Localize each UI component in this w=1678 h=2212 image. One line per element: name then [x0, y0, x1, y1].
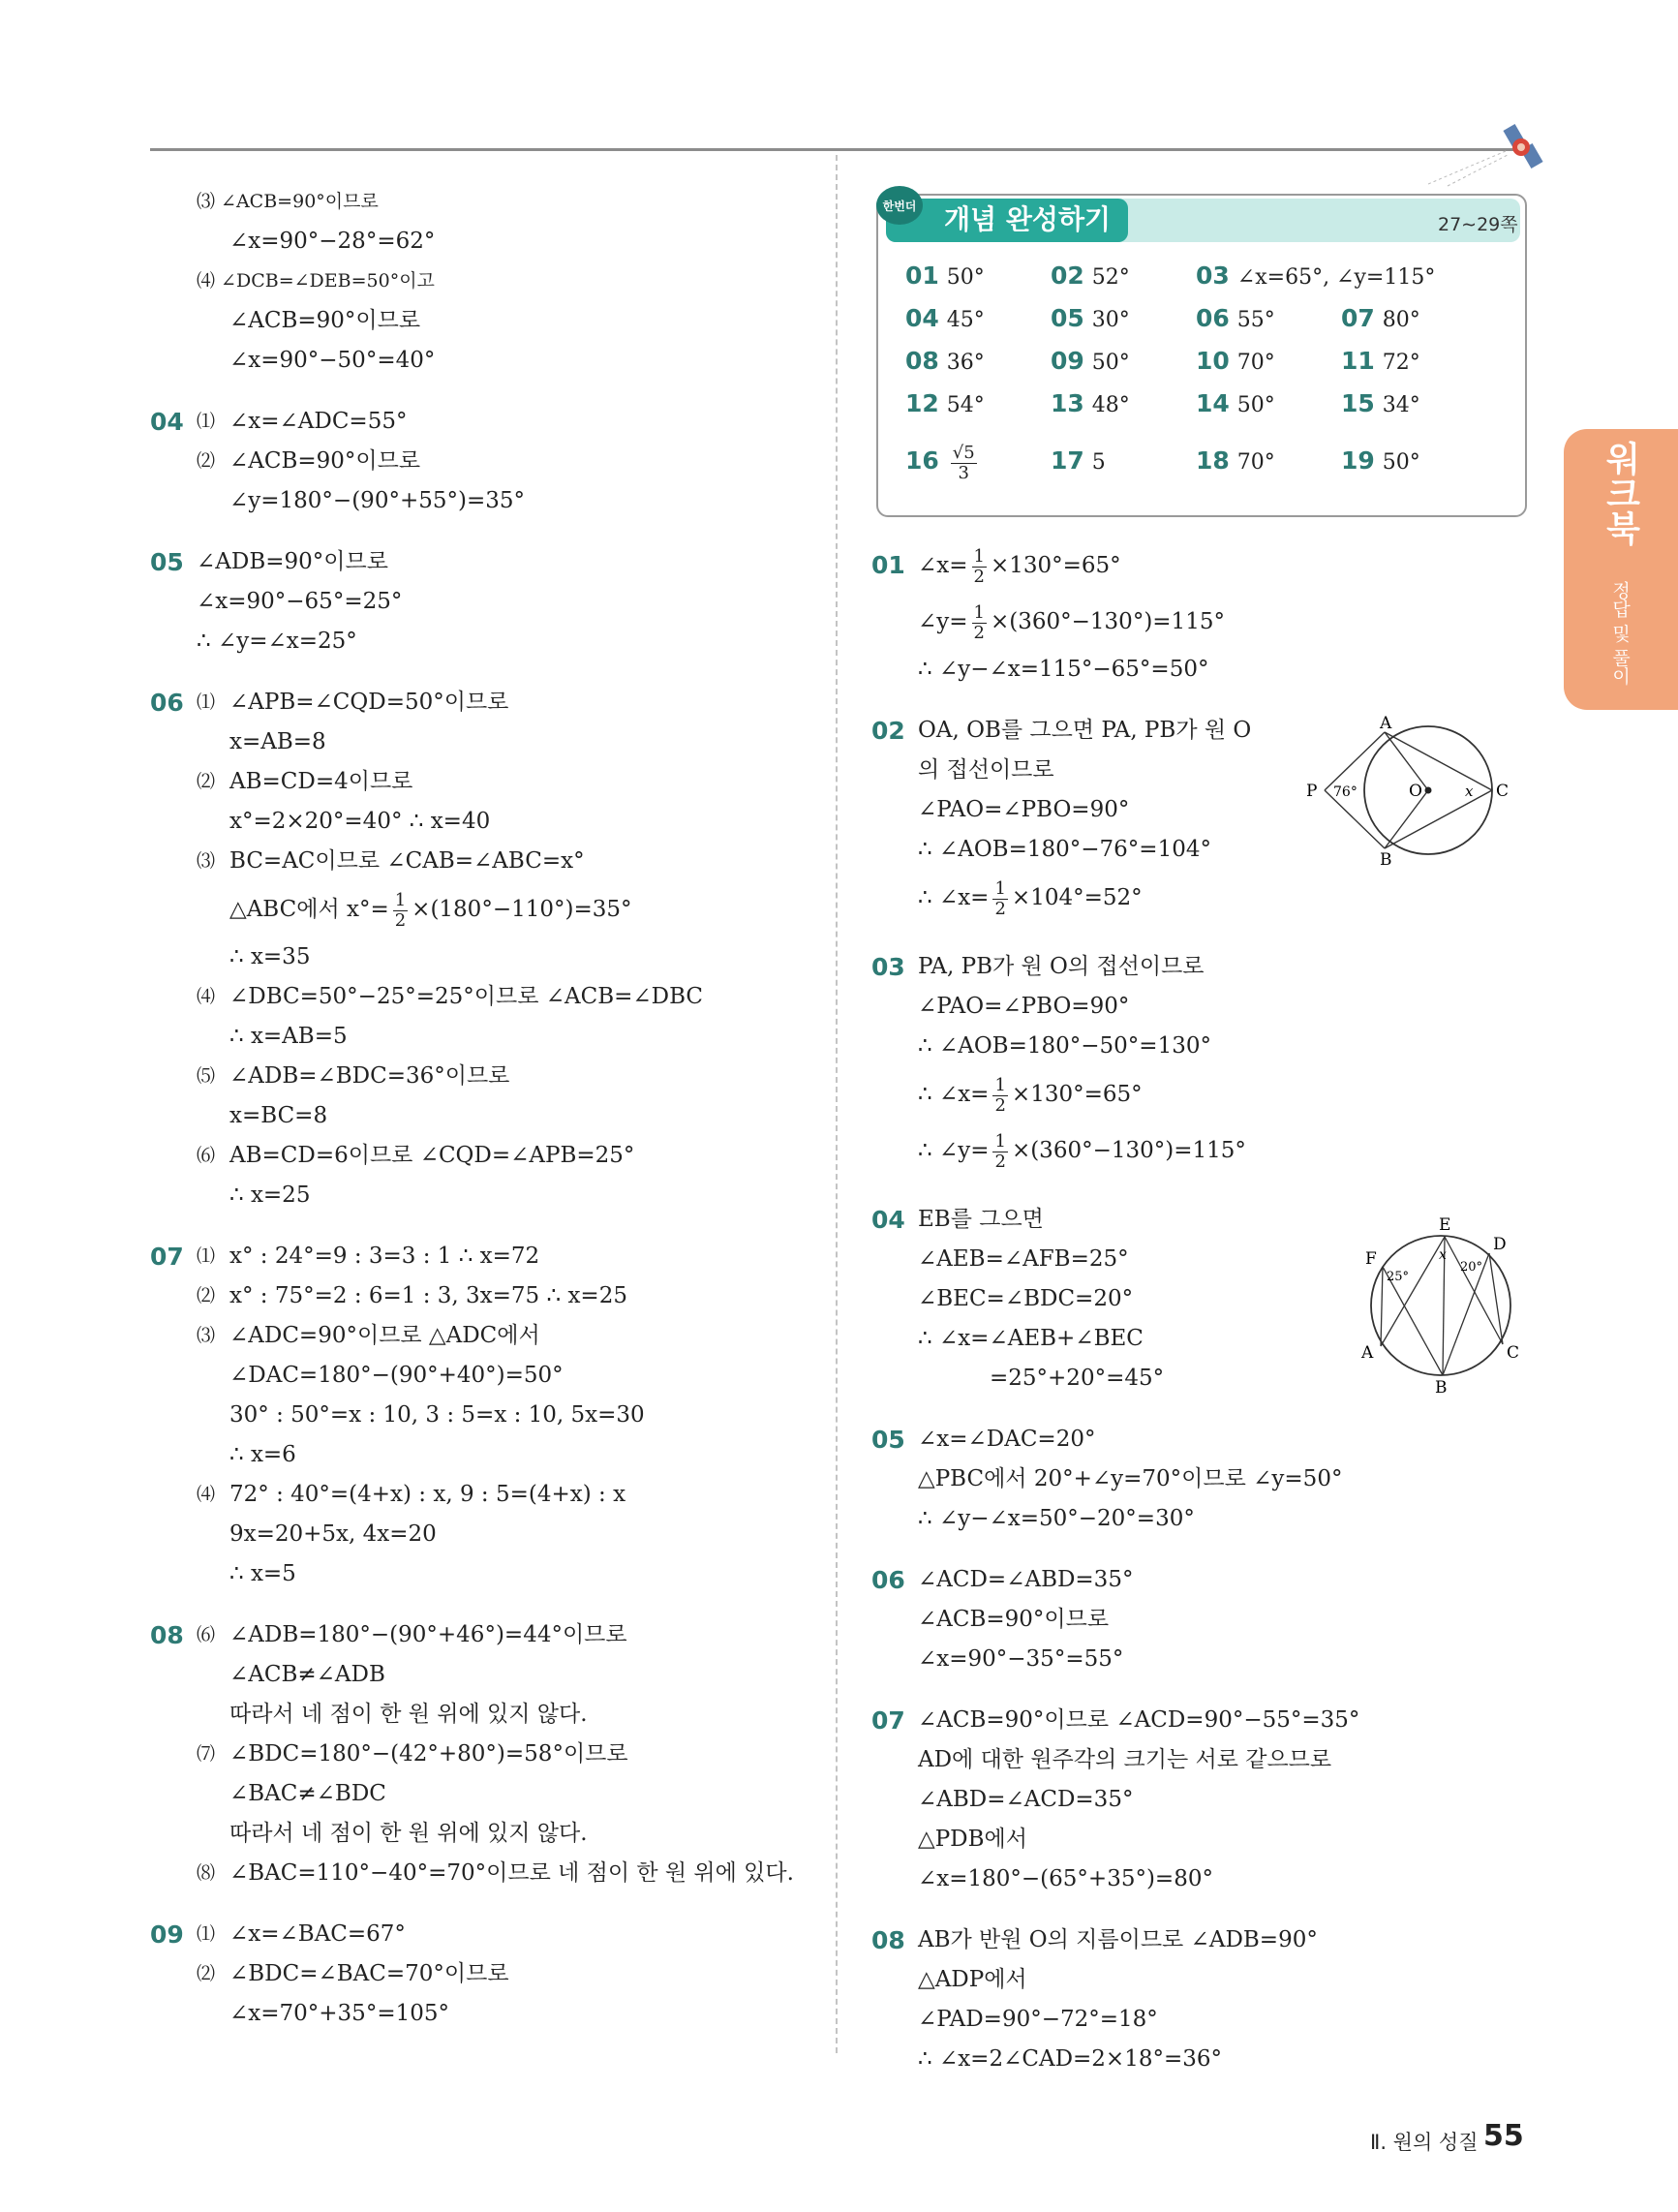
sub-tag: ⑶ [197, 850, 216, 872]
problem-number: 06 [150, 689, 184, 717]
line: 따라서 네 점이 한 원 위에 있지 않다. [229, 1702, 588, 1727]
fraction [992, 1132, 1007, 1172]
answer-item: 18 70° [1196, 446, 1275, 475]
sub-tag: ⑵ [197, 450, 216, 472]
line: ∠ACD=∠ABD=35° [918, 1567, 1134, 1592]
problem-number: 07 [871, 1706, 905, 1735]
line: ∠ACB=90°이므로 ∠ACD=90°−55°=35° [918, 1707, 1360, 1733]
answer-item: 07 80° [1341, 304, 1420, 332]
fraction [393, 891, 408, 931]
line: AB가 반원 O의 지름이므로 ∠ADB=90° [918, 1927, 1318, 1952]
answer-item: 10 70° [1196, 347, 1275, 375]
line: ∠ADB=180°−(90°+46°)=44°이므로 [229, 1622, 627, 1647]
line: ∠BDC=∠BAC=70°이므로 [229, 1961, 509, 1986]
fraction-top: 1 [973, 601, 985, 623]
answer-item: 12 54° [905, 389, 985, 417]
header-pages: 27∼29쪽 [1438, 214, 1518, 235]
fraction [972, 547, 987, 587]
line: ∠BDC=180°−(42°+80°)=58°이므로 [229, 1741, 628, 1767]
problem-number: 03 [871, 953, 905, 981]
answer-item: 04 45° [905, 304, 985, 332]
line: ∠ADB=∠BDC=36°이므로 [229, 1063, 510, 1089]
column-divider [836, 155, 838, 2053]
sub-tag: ⑵ [197, 1963, 216, 1984]
sub-tag: ⑹ [197, 1624, 216, 1645]
line: x=BC=8 [229, 1103, 328, 1128]
line: ×130°=65° [1011, 1082, 1143, 1107]
fraction-bottom: 2 [973, 566, 985, 587]
line: ∴ ∠y=∠x=25° [197, 629, 357, 654]
problem-number: 09 [150, 1920, 184, 1949]
line: AB=CD=6이므로 ∠CQD=∠APB=25° [229, 1143, 635, 1168]
line: ∠ADC=90°이므로 △ADC에서 [229, 1323, 540, 1348]
problem-number: 06 [871, 1566, 905, 1594]
sub-tag: ⑹ [197, 1145, 216, 1166]
line: ∠x=90°−28°=62° [229, 229, 436, 254]
line: ×104°=52° [1011, 885, 1143, 910]
line: ∠DAC=180°−(90°+40°)=50° [229, 1363, 564, 1388]
label-b: B [1435, 1378, 1448, 1395]
x-label: x [1439, 1247, 1447, 1263]
top-rule [150, 148, 1520, 151]
angle-label: 20° [1460, 1260, 1483, 1275]
problem-number: 02 [871, 717, 905, 745]
answer-grid [905, 261, 1515, 490]
sub-tag: ⑷ [197, 986, 216, 1007]
angle-label: 25° [1387, 1270, 1410, 1284]
fraction-bottom: 2 [994, 898, 1006, 919]
answer-item: 16 $\frac{√5}{3}$ [905, 442, 975, 483]
line: ∠x=70°+35°=105° [229, 2001, 449, 2026]
line: ∠PAO=∠PBO=90° [918, 994, 1130, 1019]
line: ∴ ∠x= [918, 1082, 990, 1107]
line: ∠x=∠BAC=67° [229, 1921, 406, 1947]
line: ∠x=90°−35°=55° [918, 1646, 1124, 1672]
fraction-bottom: 2 [973, 622, 985, 643]
answer-item: 08 36° [905, 347, 985, 375]
label-c: C [1507, 1343, 1520, 1363]
answer-item: 09 50° [1051, 347, 1130, 375]
sub-tag: ⑴ [197, 1245, 216, 1267]
fraction [972, 603, 987, 643]
sub-tag: ⑵ [197, 1285, 216, 1306]
sub-tag: ⑷ [197, 1484, 216, 1505]
fraction-bottom: 2 [994, 1151, 1006, 1172]
line: ×(360°−130°)=115° [1011, 1138, 1246, 1163]
angle-label: 76° [1333, 784, 1358, 800]
fraction-top: 1 [994, 1130, 1006, 1152]
sub-tag: ⑴ [197, 691, 216, 713]
fraction-bottom: 2 [394, 909, 407, 931]
line: ∠x=∠DAC=20° [918, 1427, 1096, 1452]
header-title: 개념 완성하기 [944, 203, 1112, 235]
line: ∴ x=AB=5 [229, 1024, 348, 1049]
label-a: A [1380, 715, 1392, 733]
line: ∴ x=35 [229, 944, 311, 969]
fraction-top: √5 [952, 442, 975, 463]
problem-number: 05 [871, 1426, 905, 1454]
line: ∴ ∠y−∠x=50°−20°=30° [918, 1506, 1195, 1531]
answer-item: 03 ∠x=65°, ∠y=115° [1196, 261, 1436, 290]
line: EB를 그으면 [918, 1207, 1044, 1232]
line: AD에 대한 원주각의 크기는 서로 같으므로 [918, 1747, 1332, 1772]
line: ∴ ∠AOB=180°−50°=130° [918, 1033, 1211, 1059]
line: 9x=20+5x, 4x=20 [229, 1521, 437, 1547]
line: ∠x=90°−65°=25° [197, 589, 403, 614]
line: ∠x=90°−50°=40° [229, 348, 436, 373]
line: ∠ACB=90°이므로 [229, 308, 421, 333]
line: ∠y=180°−(90°+55°)=35° [229, 488, 525, 513]
sub-tag: ⑸ [197, 1065, 216, 1087]
line: ∴ ∠x=∠AEB+∠BEC [918, 1326, 1144, 1351]
answer-item: 01 50° [905, 261, 985, 290]
answer-item: 13 48° [1051, 389, 1130, 417]
answer-item: 05 30° [1051, 304, 1130, 332]
line: ∠x=∠ADC=55° [229, 409, 408, 434]
problem-number: 08 [871, 1926, 905, 1954]
label-d: D [1493, 1235, 1507, 1254]
line: ∠PAD=90°−72°=18° [918, 2007, 1158, 2032]
line: ∠ACB≠∠ADB [229, 1662, 385, 1687]
problem-number: 04 [871, 1206, 905, 1234]
line: ∠ABD=∠ACD=35° [918, 1787, 1134, 1812]
problem-number: 08 [150, 1621, 184, 1649]
fraction-top: 1 [973, 545, 985, 567]
chapter-label: Ⅱ. 원의 성질 [1370, 2131, 1479, 2154]
line: ∠y= [918, 609, 968, 634]
line: ∠x= [918, 553, 968, 578]
line: x° : 24°=9 : 3=3 : 1 ∴ x=72 [229, 1244, 540, 1269]
line: =25°+20°=45° [990, 1366, 1165, 1391]
problem-number: 04 [150, 408, 184, 436]
line: ×(180°−110°)=35° [412, 897, 632, 922]
line: ∠APB=∠CQD=50°이므로 [229, 690, 509, 715]
fraction [951, 444, 977, 483]
answer-item: 11 72° [1341, 347, 1420, 375]
tangent-circle-diagram [1302, 715, 1520, 865]
inscribed-angle-diagram [1356, 1211, 1525, 1395]
problem-number: 01 [871, 551, 905, 579]
answer-item: 19 50° [1341, 446, 1420, 475]
line: 의 접선이므로 [918, 757, 1054, 783]
line: PA, PB가 원 O의 접선이므로 [918, 954, 1205, 979]
fraction-bottom: 3 [958, 462, 969, 483]
line: ∠BAC≠∠BDC [229, 1781, 386, 1806]
left-column [150, 182, 818, 2034]
line: ∴ ∠x=2∠CAD=2×18°=36° [918, 2046, 1222, 2072]
line: ∠ACB=90°이므로 [229, 448, 421, 474]
line: AB=CD=4이므로 [229, 769, 413, 794]
x-label: x [1465, 783, 1474, 800]
sub-tag: ⑻ [197, 1862, 216, 1884]
answer-item: 14 50° [1196, 389, 1275, 417]
sub-tag: ⑶ [197, 1325, 216, 1346]
line: 따라서 네 점이 한 원 위에 있지 않다. [229, 1821, 588, 1846]
line: ∠DBC=50°−25°=25°이므로 ∠ACB=∠DBC [229, 984, 704, 1009]
problem-number: 07 [150, 1243, 184, 1271]
answer-item: 17 5 [1051, 446, 1106, 475]
label-e: E [1439, 1215, 1451, 1235]
line: ∴ ∠x= [918, 885, 990, 910]
fraction [992, 879, 1007, 919]
line: △PDB에서 [918, 1827, 1027, 1852]
label-f: F [1365, 1249, 1377, 1269]
fraction [992, 1076, 1007, 1116]
fraction-bottom: 2 [994, 1094, 1006, 1116]
answer-item: 02 52° [1051, 261, 1130, 290]
line: ×(360°−130°)=115° [991, 609, 1225, 634]
header-badge: 한번더 [876, 186, 923, 225]
sub-tag: ⑴ [197, 411, 216, 432]
fraction-top: 1 [994, 1074, 1006, 1095]
line: BC=AC이므로 ∠CAB=∠ABC=x° [229, 848, 585, 874]
line: ∴ ∠y−∠x=115°−65°=50° [918, 657, 1209, 682]
line: OA, OB를 그으면 PA, PB가 원 O [918, 718, 1252, 743]
line: △ADP에서 [918, 1967, 1027, 1992]
sub-tag: ⑵ [197, 771, 216, 792]
label-p: P [1306, 782, 1318, 801]
line: ×130°=65° [990, 553, 1121, 578]
problem-number: 05 [150, 548, 184, 576]
line: ∠AEB=∠AFB=25° [918, 1246, 1129, 1272]
answer-item: 06 55° [1196, 304, 1275, 332]
fraction-top: 1 [994, 877, 1006, 899]
line: 30° : 50°=x : 10, 3 : 5=x : 10, 5x=30 [229, 1402, 645, 1428]
line: ⑷ ∠DCB=∠DEB=50°이고 [197, 270, 435, 292]
line: ∴ x=6 [229, 1442, 296, 1467]
label-c: C [1496, 782, 1510, 801]
line: △PBC에서 20°+∠y=70°이므로 ∠y=50° [918, 1466, 1343, 1491]
line: ∴ ∠AOB=180°−76°=104° [918, 837, 1211, 862]
label-a: A [1361, 1343, 1374, 1363]
line: x=AB=8 [229, 729, 326, 754]
side-tab-title: 워크북 [1601, 441, 1640, 545]
page-number: 55 [1483, 2119, 1524, 2153]
line: x° : 75°=2 : 6=1 : 3, 3x=75 ∴ x=25 [229, 1283, 627, 1308]
line: ∴ ∠y= [918, 1138, 990, 1163]
line: ∠ADB=90°이므로 [197, 549, 388, 574]
label-b: B [1380, 850, 1392, 865]
line: ⑶ ∠ACB=90°이므로 [197, 191, 379, 212]
line: △ABC에서 x°= [229, 897, 389, 922]
side-tab-subtitle: 정답 및 풀이 [1609, 581, 1631, 686]
answer-item: 15 34° [1341, 389, 1420, 417]
line: ∠BAC=110°−40°=70°이므로 네 점이 한 원 위에 있다. [229, 1860, 794, 1886]
line: ∠ACB=90°이므로 [918, 1607, 1110, 1632]
sub-tag: ⑴ [197, 1923, 216, 1945]
line: 72° : 40°=(4+x) : x, 9 : 5=(4+x) : x [229, 1482, 626, 1507]
line: ∠BEC=∠BDC=20° [918, 1286, 1134, 1311]
line: x°=2×20°=40° ∴ x=40 [229, 809, 491, 834]
satellite-icon [1428, 114, 1554, 187]
fraction-top: 1 [394, 889, 407, 910]
sub-tag: ⑺ [197, 1743, 216, 1765]
line: ∴ x=5 [229, 1561, 296, 1586]
line: ∠x=180°−(65°+35°)=80° [918, 1866, 1213, 1891]
label-o: O [1409, 782, 1422, 801]
line: ∠PAO=∠PBO=90° [918, 797, 1130, 822]
line: ∴ x=25 [229, 1183, 311, 1208]
